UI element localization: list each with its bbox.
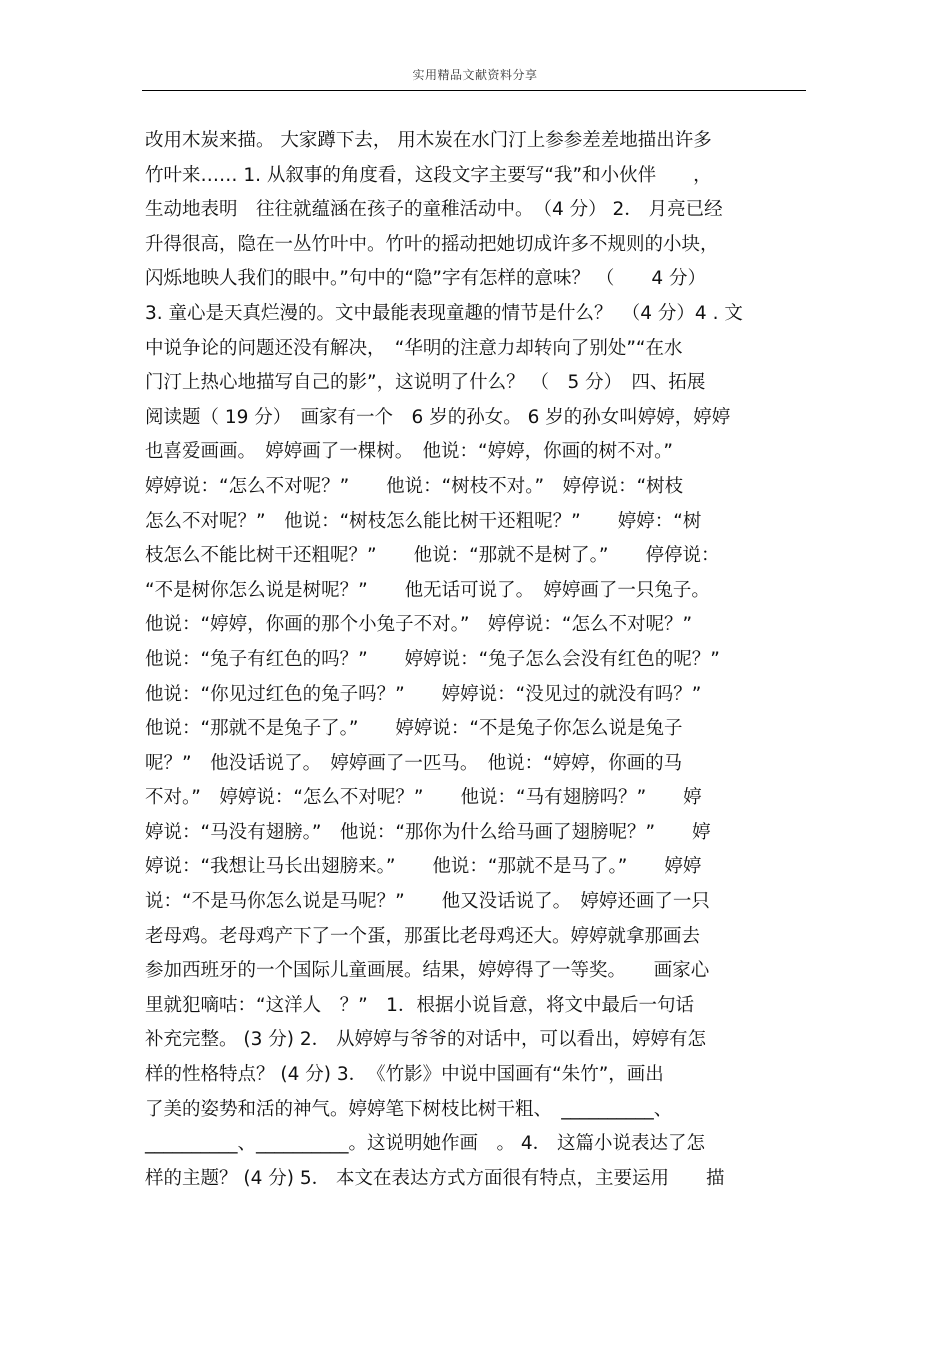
text-line: “不是树你怎么说是树呢？” 他无话可说了。 婷婷画了一只兔子。 bbox=[145, 579, 710, 601]
text-line: 呢？” 他没话说了。 婷婷画了一匹马。 他说：“婷婷，你画的马 bbox=[145, 752, 683, 774]
text-line: 补充完整。 (3 分) 2． 从婷婷与爷爷的对话中，可以看出，婷婷有怎 bbox=[145, 1029, 707, 1051]
text-line: 枝怎么不能比树干还粗呢？” 他说：“那就不是树了。” 停停说： bbox=[145, 545, 720, 567]
text-line: 改用木炭来描。 大家蹲下去， 用木炭在水门汀上参参差差地描出许多 bbox=[145, 130, 712, 151]
text-line: 婷婷说：“怎么不对呢？” 他说：“树枝不对。” 婷停说：“树枝 bbox=[145, 475, 684, 497]
text-line: 升得很高，隐在一丛竹叶中。竹叶的摇动把她切成许多不规则的小块， bbox=[145, 233, 719, 255]
text-line: 门汀上热心地描写自己的影”，这说明了什么？ （ 5 分） 四、拓展 bbox=[145, 372, 706, 394]
text-line: 参加西班牙的一个国际儿童画展。结果，婷婷得了一等奖。 画家心 bbox=[145, 960, 710, 982]
text-line: 闪烁地映人我们的眼中。”句中的“隐”字有怎样的意味？ （ 4 分） bbox=[145, 268, 707, 290]
text-line: 3. 童心是天真烂漫的。文中最能表现童趣的情节是什么？ （4 分）4 . 文 bbox=[145, 302, 743, 324]
text-line: 婷说：“我想让马长出翅膀来。” 他说：“那就不是马了。” 婷婷 bbox=[145, 856, 702, 878]
text-line: 他说：“兔子有红色的吗？” 婷婷说：“兔子怎么会没有红色的呢？” bbox=[145, 648, 720, 670]
text-line: 老母鸡。老母鸡产下了一个蛋，那蛋比老母鸡还大。婷婷就拿那画去 bbox=[145, 925, 701, 947]
text-line: 不对。” 婷婷说：“怎么不对呢？” 他说：“马有翅膀吗？” 婷 bbox=[145, 787, 702, 809]
text-line: 说：“不是马你怎么说是马呢？” 他又没话说了。 婷婷还画了一只 bbox=[145, 891, 710, 913]
text-line: 样的主题？ (4 分) 5． 本文在表达方式方面很有特点，主要运用 描 bbox=[145, 1167, 725, 1189]
document-body bbox=[145, 124, 825, 1196]
text-line: 他说：“你见过红色的兔子吗？” 婷婷说：“没见过的就没有吗？” bbox=[145, 683, 702, 705]
header-divider bbox=[142, 90, 806, 91]
text-line: 竹叶来…… 1. 从叙事的角度看，这段文字主要写“我”和小伙伴 ， bbox=[145, 164, 712, 186]
text-line: 怎么不对呢？” 他说：“树枝怎么能比树干还粗呢？” 婷婷：“树 bbox=[145, 510, 702, 532]
text-line: 了美的姿势和活的神气。婷婷笔下树枝比树干粗、 __________、 bbox=[145, 1098, 673, 1120]
text-line: 也喜爱画画。 婷婷画了一棵树。 他说：“婷婷，你画的树不对。” bbox=[145, 441, 673, 463]
text-line: 样的性格特点？ (4 分) 3． 《竹影》中说中国画有“朱竹”，画出 bbox=[145, 1064, 664, 1086]
text-line: 他说：“婷婷，你画的那个小兔子不对。” 婷停说：“怎么不对呢？” bbox=[145, 614, 693, 636]
text-line: 阅读题（ 19 分） 画家有一个 6 岁的孙女。 6 岁的孙女叫婷婷，婷婷 bbox=[145, 406, 731, 428]
text-line: __________、__________。这说明她作画 。 4． 这篇小说表达了怎 bbox=[145, 1133, 706, 1155]
text-line: 他说：“那就不是兔子了。” 婷婷说：“不是兔子你怎么说是兔子 bbox=[145, 718, 683, 740]
text-line: 生动地表明 往往就蕴涵在孩子的童稚活动中。 （4 分） 2． 月亮已经 bbox=[145, 199, 723, 221]
page-header: 实用精品文献资料分享 bbox=[412, 68, 538, 82]
text-line: 中说争论的问题还没有解决， “华明的注意力却转向了别处”“在水 bbox=[145, 337, 683, 359]
text-line: 里就犯嘀咕：“这洋人 ？” 1．根据小说旨意，将文中最后一句话 bbox=[145, 994, 694, 1016]
text-line: 婷说：“马没有翅膀。” 他说：“那你为什么给马画了翅膀呢？” 婷 bbox=[145, 821, 711, 843]
